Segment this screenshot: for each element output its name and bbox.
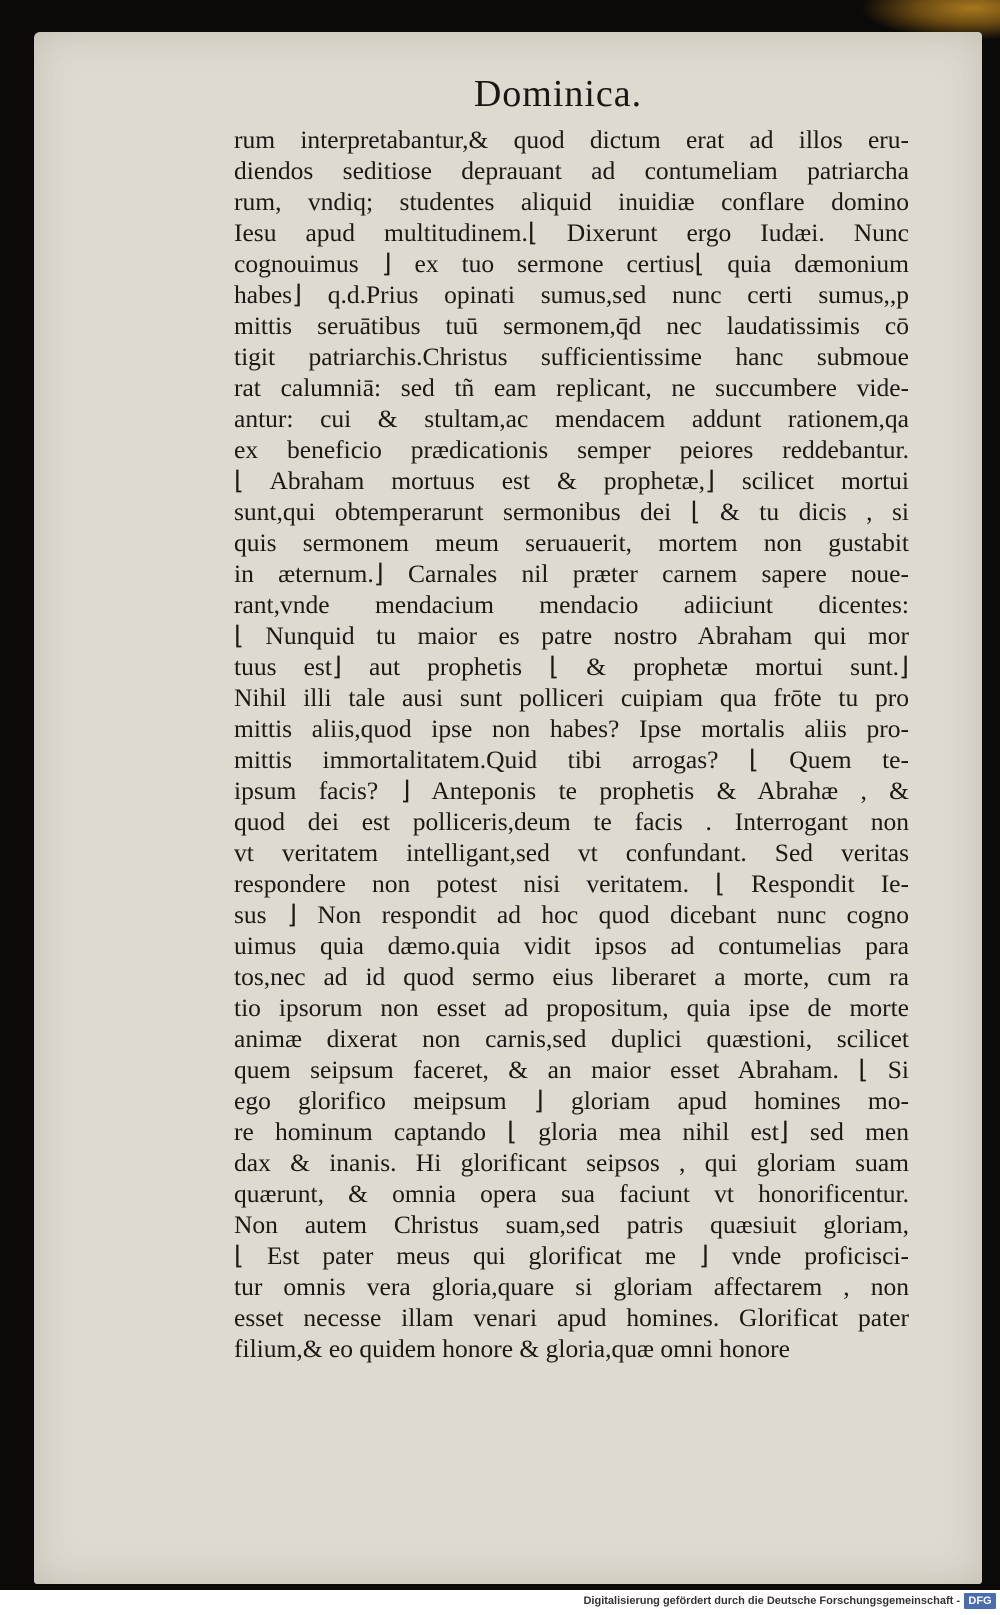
text-line: cognouimus ⌋ ex tuo sermone certius⌊ quia dæmonium <box>234 249 909 278</box>
text-line: sus ⌋ Non respondit ad hoc quod dicebant nunc cogno <box>234 900 909 929</box>
text-line: tuus est⌋ aut prophetis ⌊ & prophetæ mortui sunt.⌋ <box>234 652 909 681</box>
text-line: rant,vnde mendacium mendacio adiiciunt dicentes: <box>234 590 909 619</box>
text-line: ex beneficio prædicationis semper peiores reddebantur. <box>234 435 909 464</box>
text-line: habes⌋ q.d.Prius opinati sumus,sed nunc certi sumus,,p <box>234 280 909 309</box>
book-page <box>34 32 982 1584</box>
text-line: ego glorifico meipsum ⌋ gloriam apud homines mo- <box>234 1086 909 1115</box>
text-line: ⌊ Nunquid tu maior es patre nostro Abraham qui mor <box>234 621 909 650</box>
text-line: sunt,qui obtemperarunt sermonibus dei ⌊ & tu dicis , si <box>234 497 909 526</box>
dfg-logo: DFG <box>964 1593 996 1609</box>
page-body-text <box>234 124 909 1364</box>
text-line: ⌊ Est pater meus qui glorificat me ⌋ vnde proficisci- <box>234 1241 909 1270</box>
text-line: rat calumniā: sed tñ eam replicant, ne succumbere vide- <box>234 373 909 402</box>
text-line: filium,& eo quidem honore & gloria,quæ omni honore <box>234 1334 790 1363</box>
text-line: rum interpretabantur,& quod dictum erat ad illos eru- <box>234 125 909 154</box>
text-line: tur omnis vera gloria,quare si gloriam affectarem , non <box>234 1272 909 1301</box>
text-line: Non autem Christus suam,sed patris quæsiuit gloriam, <box>234 1210 909 1239</box>
text-line: uimus quia dæmo.quia vidit ipsos ad contumelias para <box>234 931 909 960</box>
text-line: Iesu apud multitudinem.⌊ Dixerunt ergo Iudæi. Nunc <box>234 218 909 247</box>
text-line: dax & inanis. Hi glorificant seipsos , qui gloriam suam <box>234 1148 909 1177</box>
text-line: quærunt, & omnia opera sua faciunt vt honorificentur. <box>234 1179 909 1208</box>
text-line: esset necesse illam venari apud homines. Glorificat pater <box>234 1303 909 1332</box>
text-line: re hominum captando ⌊ gloria mea nihil est⌋ sed men <box>234 1117 909 1146</box>
text-line: diendos seditiose deprauant ad contumeliam patriarcha <box>234 156 909 185</box>
text-line: mittis aliis,quod ipse non habes? Ipse mortalis aliis pro- <box>234 714 909 743</box>
text-line: mittis immortalitatem.Quid tibi arrogas? ⌊ Quem te- <box>234 745 909 774</box>
text-line: ⌊ Abraham mortuus est & prophetæ,⌋ scilicet mortui <box>234 466 909 495</box>
text-line: tigit patriarchis.Christus sufficientissime hanc submoue <box>234 342 909 371</box>
running-head: Dominica. <box>473 73 643 115</box>
text-line: quem seipsum faceret, & an maior esset Abraham. ⌊ Si <box>234 1055 909 1084</box>
text-line: vt veritatem intelligant,sed vt confundant. Sed veritas <box>234 838 909 867</box>
text-line: mittis seruātibus tuū sermonem,q̄d nec laudatissimis cō <box>234 311 909 340</box>
text-line: ipsum facis? ⌋ Anteponis te prophetis & Abrahæ , & <box>234 776 909 805</box>
text-line: animæ dixerat non carnis,sed duplici quæstioni, scilicet <box>234 1024 909 1053</box>
text-line: rum, vndiq; studentes aliquid inuidiæ conflare domino <box>234 187 909 216</box>
funding-credit: Digitalisierung gefördert durch die Deutsche Forschungsgemeinschaft - <box>583 1595 960 1607</box>
text-line: Nihil illi tale ausi sunt polliceri cuipiam qua frōte tu pro <box>234 683 909 712</box>
text-line: antur: cui & stultam,ac mendacem addunt rationem,qa <box>234 404 909 433</box>
text-line: quis sermonem meum seruauerit, mortem non gustabit <box>234 528 909 557</box>
text-line: tos,nec ad id quod sermo eius liberaret a morte, cum ra <box>234 962 909 991</box>
footer-bar <box>0 1590 1000 1615</box>
text-line: tio ipsorum non esset ad propositum, quia ipse de morte <box>234 993 909 1022</box>
text-line: respondere non potest nisi veritatem. ⌊ Respondit Ie- <box>234 869 909 898</box>
text-line: quod dei est polliceris,deum te facis . Interrogant non <box>234 807 909 836</box>
text-line: in æternum.⌋ Carnales nil præter carnem sapere noue- <box>234 559 909 588</box>
